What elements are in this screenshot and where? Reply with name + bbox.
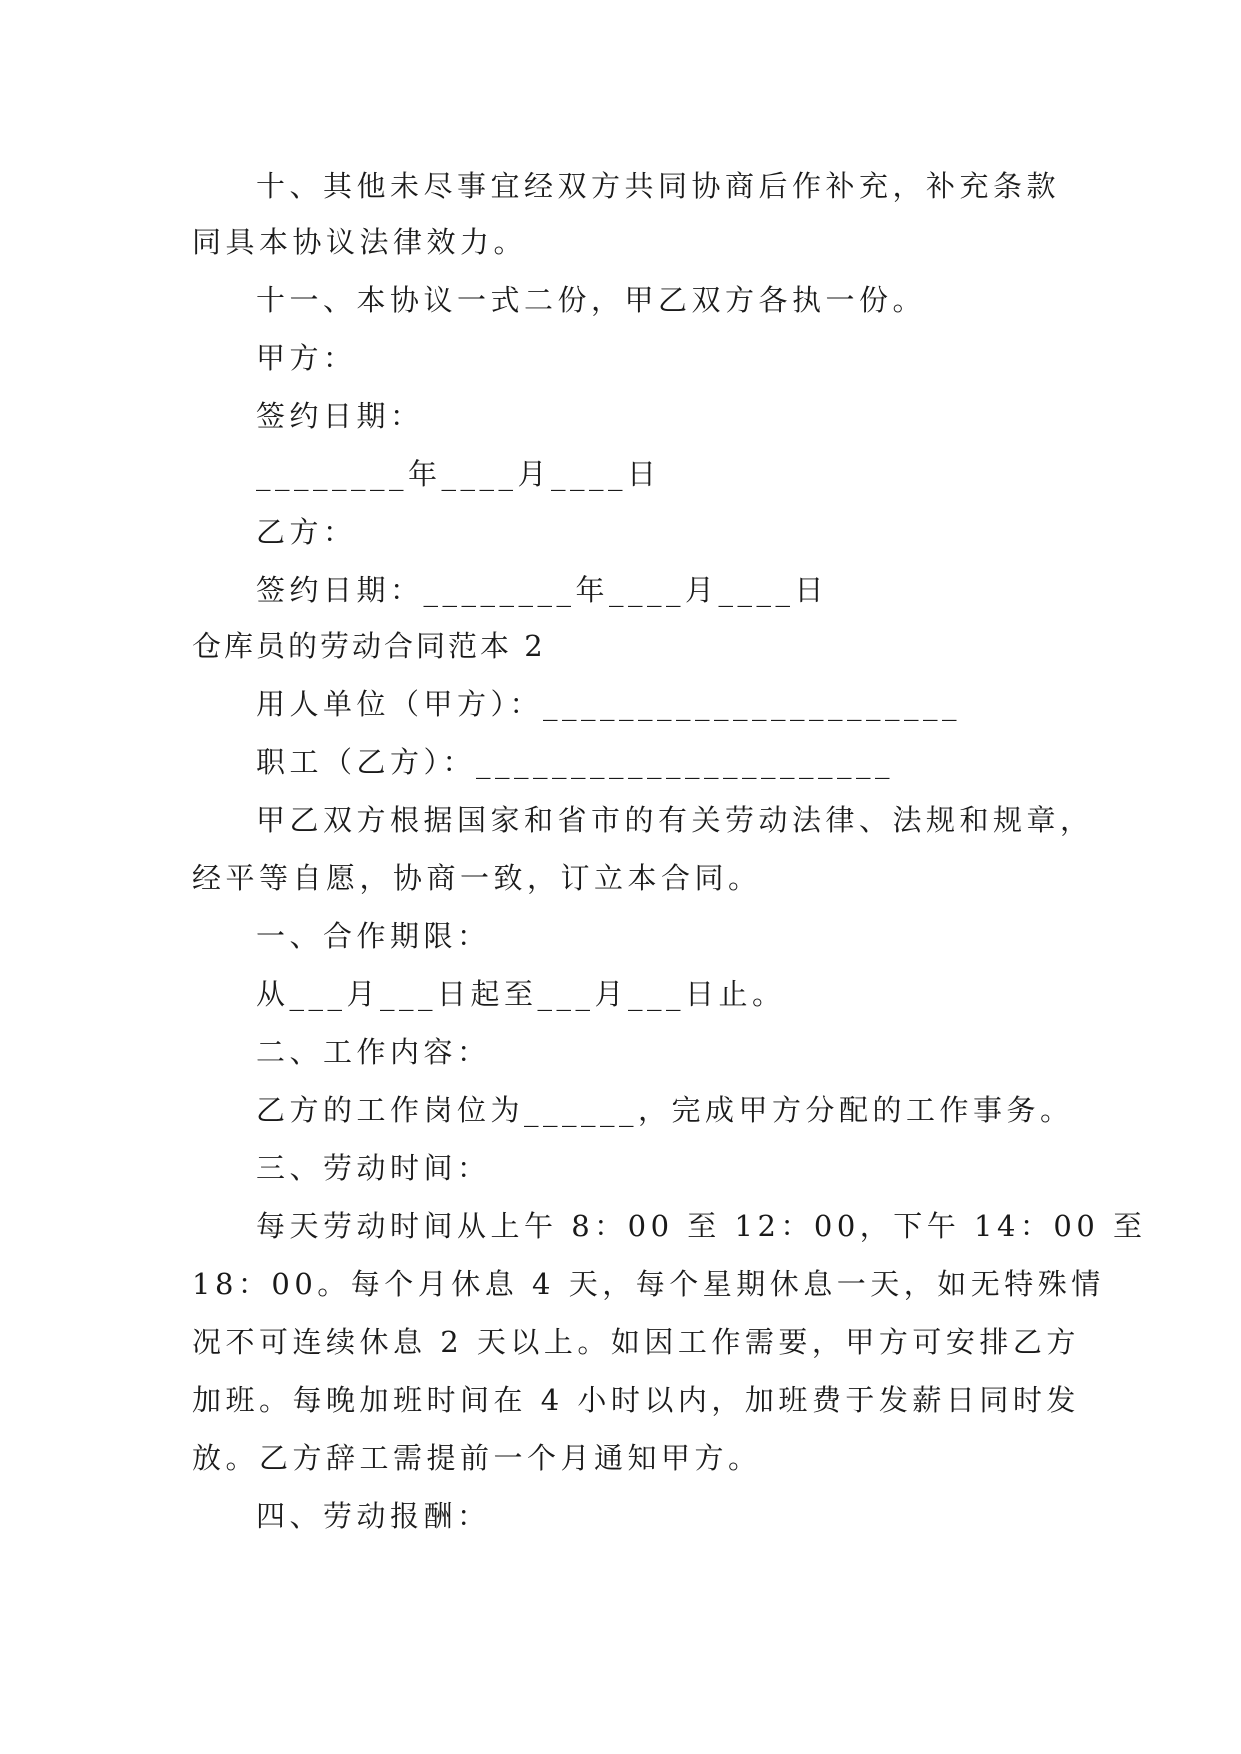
party-a-label: 甲方： (256, 341, 357, 375)
sign-date-b: 签约日期：________年____月____日 (256, 573, 829, 607)
section-2-content: 乙方的工作岗位为______，完成甲方分配的工作事务。 (256, 1093, 1074, 1127)
section-1-term: 从___月___日起至___月___日止。 (256, 977, 786, 1011)
preamble-line-1: 甲乙双方根据国家和省市的有关劳动法律、法规和规章， (256, 803, 1094, 837)
section-4-heading: 四、劳动报酬： (256, 1499, 491, 1533)
section-3-line-2: 18：00。每个月休息 4 天，每个星期休息一天，如无特殊情 (192, 1267, 1105, 1301)
section-3-line-1: 每天劳动时间从上午 8：00 至 12：00，下午 14：00 至 (256, 1209, 1147, 1243)
employer-line: 用人单位（甲方）：______________________ (256, 687, 962, 721)
preamble-line-2: 经平等自愿，协商一致，订立本合同。 (192, 861, 762, 895)
section-3-heading: 三、劳动时间： (256, 1151, 491, 1185)
employee-line: 职工（乙方）：______________________ (256, 745, 895, 779)
sign-date-blank-a: ________年____月____日 (256, 457, 661, 491)
party-b-label: 乙方： (256, 515, 357, 549)
section-3-line-3: 况不可连续休息 2 天以上。如因工作需要，甲方可安排乙方 (192, 1325, 1080, 1359)
clause-10-line-1: 十、其他未尽事宜经双方共同协商后作补充，补充条款 (256, 169, 1061, 203)
clause-11: 十一、本协议一式二份，甲乙双方各执一份。 (256, 283, 927, 317)
sign-date-label-a: 签约日期： (256, 399, 424, 433)
contract-title: 仓库员的劳动合同范本 2 (192, 629, 546, 663)
clause-10-line-2: 同具本协议法律效力。 (192, 225, 528, 259)
section-3-line-5: 放。乙方辞工需提前一个月通知甲方。 (192, 1441, 762, 1475)
section-1-heading: 一、合作期限： (256, 919, 491, 953)
section-3-line-4: 加班。每晚加班时间在 4 小时以内，加班费于发薪日同时发 (192, 1383, 1080, 1417)
section-2-heading: 二、工作内容： (256, 1035, 491, 1069)
